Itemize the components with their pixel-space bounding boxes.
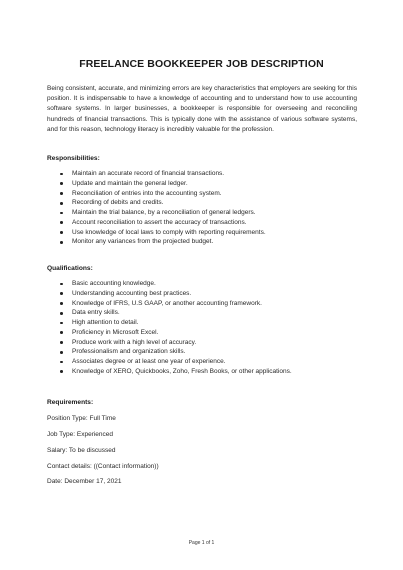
bullet-icon [60, 173, 63, 176]
list-item: Update and maintain the general ledger. [47, 179, 266, 189]
bullet-icon [60, 351, 63, 354]
qualifications-heading: Qualifications: [47, 265, 93, 272]
position-type-field: Position Type: Full Time [47, 415, 116, 422]
bullet-icon [60, 182, 63, 185]
page-number: Page 1 of 1 [188, 540, 215, 546]
list-item: Maintain the trial balance, by a reconciliation of general ledgers. [47, 208, 266, 218]
bullet-icon [60, 322, 63, 325]
bullet-icon [60, 312, 63, 315]
responsibilities-heading: Responsibilities: [47, 155, 100, 162]
bullet-icon [60, 341, 63, 344]
bullet-icon [60, 202, 63, 205]
list-item: Proficiency in Microsoft Excel. [47, 328, 292, 338]
bullet-icon [60, 221, 63, 224]
bullet-icon [60, 192, 63, 195]
salary-field: Salary: To be discussed [47, 447, 116, 454]
list-item: Use knowledge of local laws to comply with reporting requirements. [47, 228, 266, 238]
bullet-icon [60, 283, 63, 286]
list-item: Produce work with a high level of accuracy. [47, 338, 292, 348]
bullet-icon [60, 361, 63, 364]
bullet-icon [60, 370, 63, 373]
bullet-icon [60, 292, 63, 295]
requirements-heading: Requirements: [47, 399, 94, 406]
list-item: Maintain an accurate record of financial transactions. [47, 169, 266, 179]
job-type-field: Job Type: Experienced [47, 431, 114, 438]
page-title: FREELANCE BOOKKEEPER JOB DESCRIPTION [79, 58, 324, 70]
list-item: Professionalism and organization skills. [47, 347, 292, 357]
intro-paragraph: Being consistent, accurate, and minimizing errors are key characteristics that employers are seeking for this position. It is indispensable to have a knowledge of accounting and to understand how to use accounting software systems. In larger businesses, a bookkeeper is responsible for overseeing and reconciling hundreds of financial transactions. This is typically done with the assistance of various software systems, and for this reason, technology literacy is incredibly valuable for the profession. [47, 85, 357, 133]
bullet-icon [60, 302, 63, 305]
bullet-icon [60, 231, 63, 234]
list-item: Account reconciliation to assert the accuracy of transactions. [47, 218, 266, 228]
list-item: Knowledge of XERO, Quickbooks, Zoho, Fresh Books, or other applications. [47, 367, 292, 377]
list-item: Reconciliation of entries into the accounting system. [47, 189, 266, 199]
list-item: Data entry skills. [47, 308, 292, 318]
bullet-icon [60, 241, 63, 244]
list-item: Basic accounting knowledge. [47, 279, 292, 289]
responsibilities-list [47, 169, 266, 247]
list-item: Knowledge of IFRS, U.S GAAP, or another accounting framework. [47, 299, 292, 309]
list-item: High attention to detail. [47, 318, 292, 328]
date-field: Date: December 17, 2021 [47, 478, 122, 485]
list-item: Recording of debits and credits. [47, 198, 266, 208]
list-item: Understanding accounting best practices. [47, 289, 292, 299]
contact-details-field: Contact details: ((Contact information)) [47, 463, 159, 470]
bullet-icon [60, 212, 63, 215]
bullet-icon [60, 331, 63, 334]
list-item: Monitor any variances from the projected budget. [47, 237, 266, 247]
list-item: Associates degree or at least one year of experience. [47, 357, 292, 367]
qualifications-list [47, 279, 292, 377]
